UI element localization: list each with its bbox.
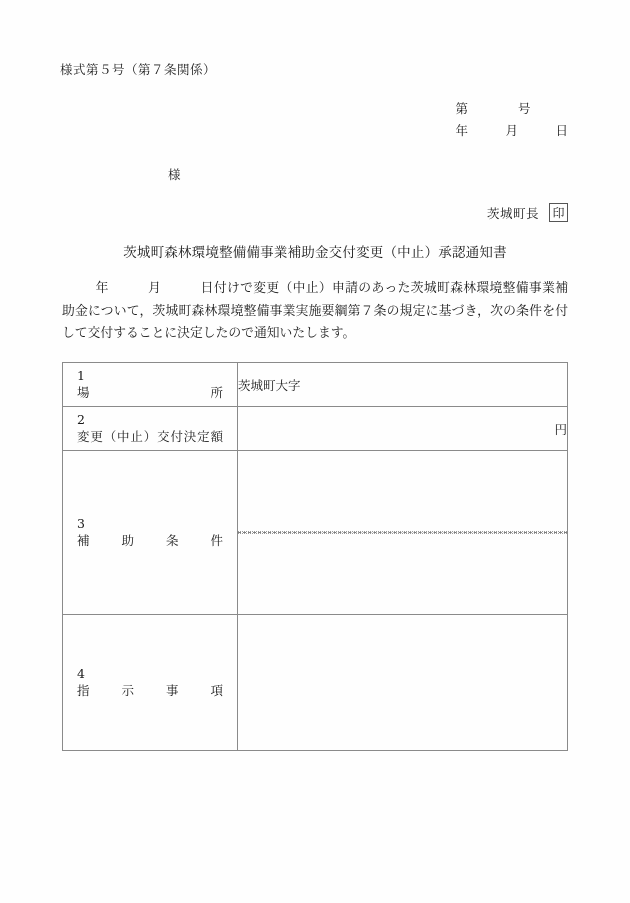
label-wrap [63,412,237,445]
document-number-line: 第 号 [455,101,531,116]
row-value-cell[interactable] [238,363,568,407]
row-label: 場 所 [77,385,223,400]
row-number: 3 [77,516,85,531]
conditions-table [62,362,568,751]
document-date-line: 年 月 日 [455,123,568,138]
row-number: 1 [77,368,85,383]
row-value-cell[interactable] [238,615,568,751]
body-paragraph [62,278,568,346]
row-value-unit: 円 [554,421,567,437]
row-number: 2 [77,412,85,427]
row-number: 4 [77,666,85,681]
table-row [63,451,568,615]
label-wrap [63,368,237,401]
form-number: 様式第５号（第７条関係） [60,62,217,77]
document-title: 茨城町森林環境整備備事業補助金交付変更（中止）承認通知書 [123,245,507,261]
recipient-line: 様 [168,167,181,182]
row-label: 指 示 事 項 [77,683,223,698]
label-wrap [63,516,237,549]
subline-group [238,531,567,534]
row-value-cell[interactable] [238,451,568,615]
body-paragraph-text: 年 月 日付けで変更（中止）申請のあった茨城町森林環境整備事業補助金について，茨城町森林環境整備事業実施要綱第７条の規定に基づき，次の条件を付して交付することに決定したので通知いたします。 [62,281,568,341]
row-label-cell [63,615,238,751]
row-label: 補 助 条 件 [77,533,223,548]
row-label: 変更（中止）交付決定額 [77,429,223,444]
row-label-cell [63,407,238,451]
issuer-name: 茨城町長 [486,205,539,221]
row-label-cell [63,363,238,407]
issuer-block [487,203,568,222]
table-row [63,363,568,407]
label-wrap [63,666,237,699]
row-value-cell[interactable] [238,407,568,451]
row-label-cell [63,451,238,615]
row-value: 茨城町大字 [238,377,301,393]
table-row [63,407,568,451]
seal-stamp-box: 印 [549,203,568,222]
document-meta-block [455,98,568,142]
table-row [63,615,568,751]
subline-entry[interactable] [238,533,567,534]
